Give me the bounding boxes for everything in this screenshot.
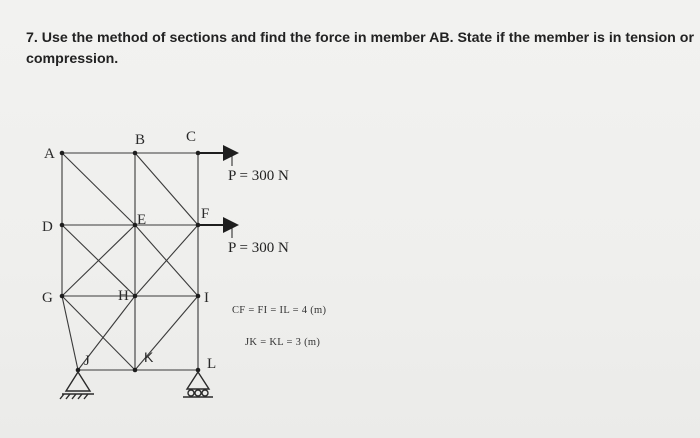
node-label-i: I — [204, 290, 209, 306]
dimension-note-horizontal: JK = KL = 3 (m) — [245, 337, 321, 348]
node-label-e: E — [137, 212, 147, 228]
node-label-l: L — [207, 356, 217, 372]
truss-members — [62, 153, 198, 370]
problem-line-2: compression. — [26, 51, 119, 67]
node-label-h: H — [118, 288, 129, 304]
node-label-j: J — [84, 353, 90, 369]
problem-line-1: 7. Use the method of sections and find the force in member AB. State if the member is in tension or — [26, 30, 694, 46]
load-label-middle: P = 300 N — [228, 240, 289, 256]
node-label-g: G — [42, 290, 53, 306]
load-label-top: P = 300 N — [228, 168, 289, 184]
joint-h — [133, 294, 138, 299]
dimension-note-vertical: CF = FI = IL = 4 (m) — [232, 305, 327, 316]
member-ae — [62, 153, 135, 225]
node-label-b: B — [135, 132, 146, 148]
node-label-f: F — [201, 206, 210, 222]
node-label-c: C — [186, 129, 197, 145]
node-label-d: D — [42, 219, 53, 235]
joint-b — [133, 151, 138, 156]
joint-g — [60, 294, 65, 299]
member-gj — [62, 296, 78, 370]
joint-a — [60, 151, 65, 156]
joint-i — [196, 294, 201, 299]
truss-joints — [60, 151, 201, 373]
roller-support-l — [183, 372, 213, 397]
joint-k — [133, 368, 138, 373]
member-gk — [62, 296, 135, 370]
node-label-k: K — [144, 349, 154, 365]
node-label-a: A — [44, 146, 55, 162]
pin-support-j — [60, 372, 94, 399]
joint-d — [60, 223, 65, 228]
